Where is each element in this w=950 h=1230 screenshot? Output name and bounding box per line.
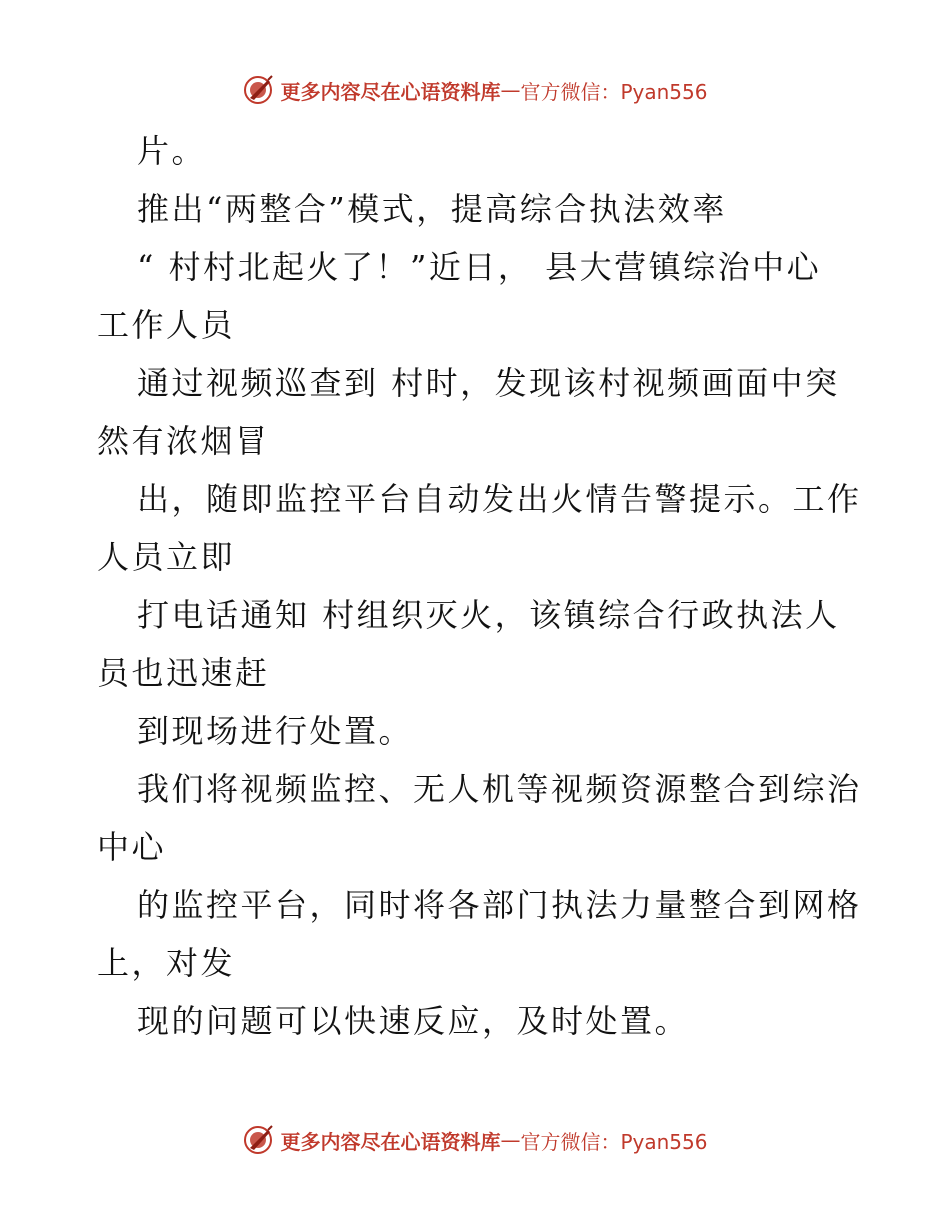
banner-wechat: 官方微信：Pyan556 bbox=[520, 79, 708, 104]
body-line: 上，对发 bbox=[97, 944, 236, 982]
body-line: 工作人员 bbox=[97, 306, 236, 344]
banner-title: 更多内容尽在心语资料库 bbox=[280, 1129, 501, 1154]
banner-title: 更多内容尽在心语资料库 bbox=[280, 79, 501, 104]
banner-wechat: 官方微信：Pyan556 bbox=[520, 1129, 708, 1154]
quill-seal-icon bbox=[242, 74, 274, 106]
banner-separator: — bbox=[500, 78, 521, 102]
footer-banner bbox=[0, 1120, 950, 1160]
body-line: 到现场进行处置。 bbox=[137, 712, 414, 750]
body-line: 我们将视频监控、无人机等视频资源整合到综治 bbox=[137, 770, 862, 808]
body-line: 然有浓烟冒 bbox=[97, 422, 270, 460]
header-banner bbox=[0, 70, 950, 110]
banner-separator: — bbox=[500, 1128, 521, 1152]
body-line: 打电话通知 村组织灭火，该镇综合行政执法人 bbox=[137, 596, 840, 634]
body-line: 出，随即监控平台自动发出火情告警提示。工作 bbox=[137, 480, 862, 518]
body-line: 人员立即 bbox=[97, 538, 236, 576]
body-line: 通过视频巡查到 村时，发现该村视频画面中突 bbox=[137, 364, 840, 402]
body-line: 中心 bbox=[97, 828, 167, 866]
quill-seal-icon bbox=[242, 1124, 274, 1156]
document-body bbox=[97, 122, 862, 1050]
body-line: 的监控平台，同时将各部门执法力量整合到网格 bbox=[137, 886, 862, 924]
body-line: 片。 bbox=[137, 132, 207, 170]
body-line: 员也迅速赶 bbox=[97, 654, 270, 692]
body-line: 推出“两整合”模式，提高综合执法效率 bbox=[137, 190, 727, 228]
body-line: “ 村村北起火了！”近日， 县大营镇综治中心 bbox=[137, 248, 822, 286]
body-line: 现的问题可以快速反应，及时处置。 bbox=[137, 1002, 690, 1040]
